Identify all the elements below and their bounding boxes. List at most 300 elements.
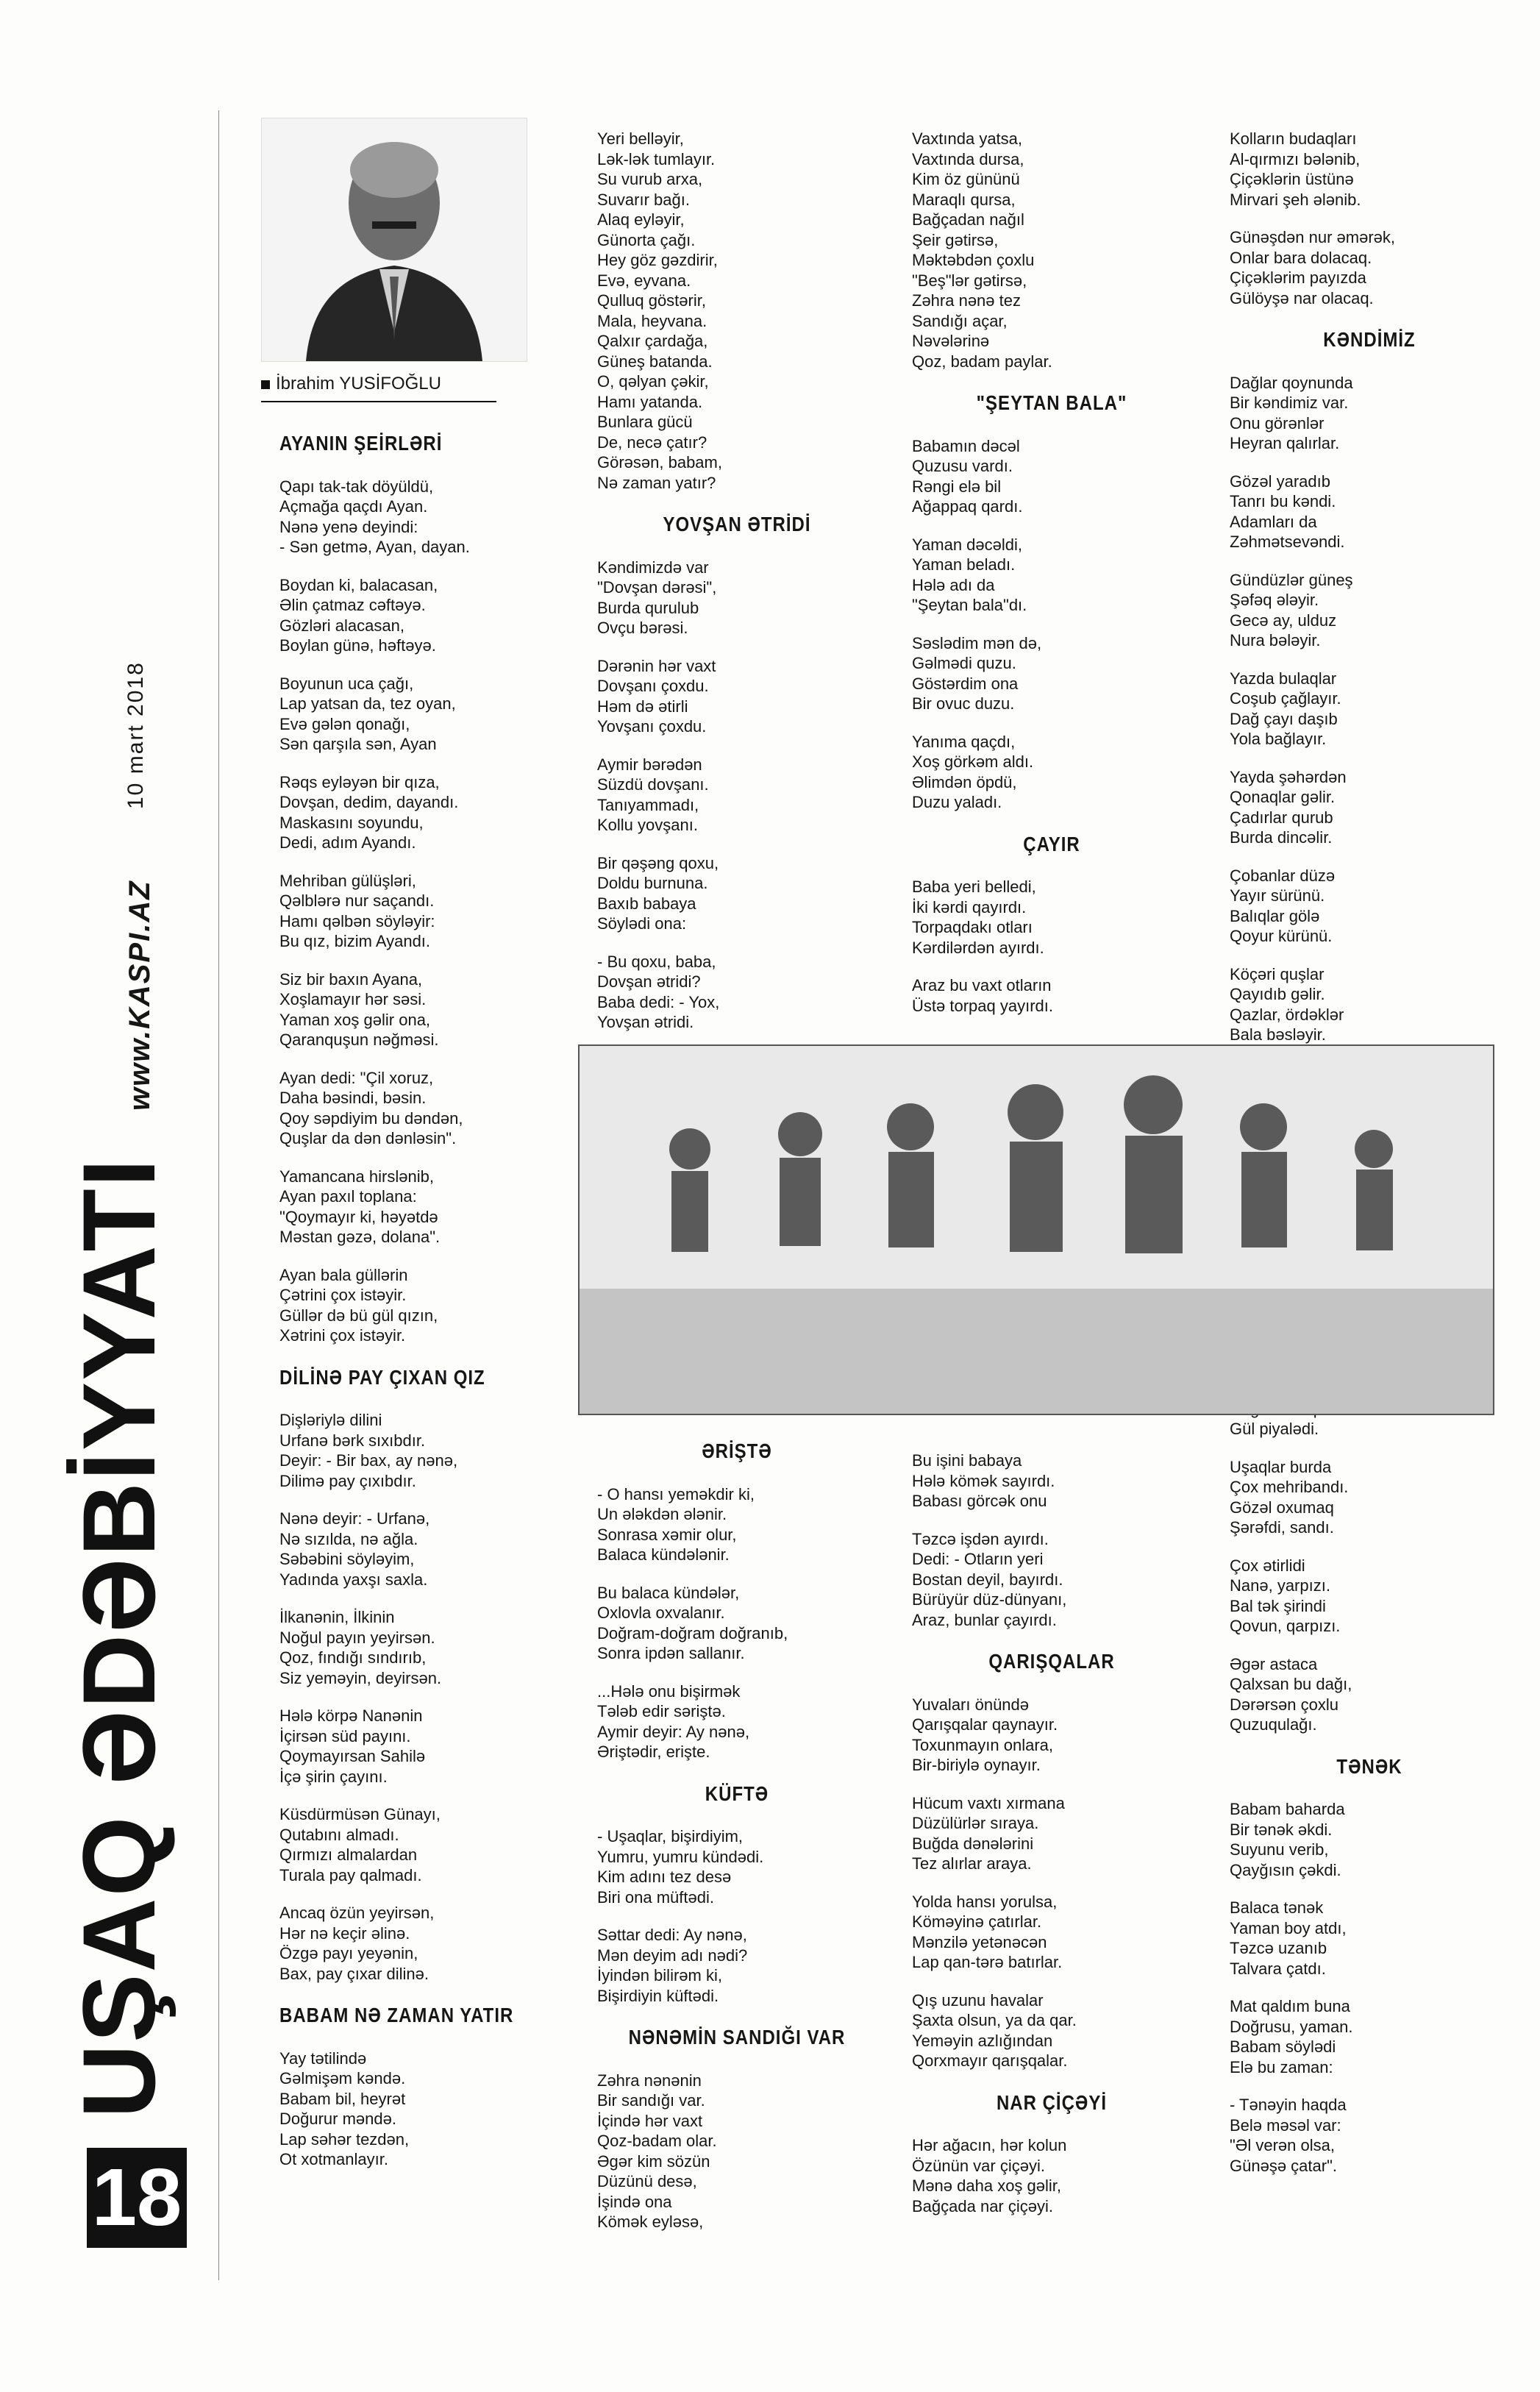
website-label: www.KASPI.AZ <box>124 880 156 1111</box>
verse-line: Gündüzlər güneş <box>1230 570 1353 589</box>
verse-line: Zəhmətsevəndi. <box>1230 533 1345 551</box>
verse-line: Babası görcək onu <box>912 1492 1047 1510</box>
poem-title: DİLİNƏ PAY ÇIXAN QIZ <box>279 1366 485 1389</box>
stanza <box>597 1583 877 1664</box>
verse-line: Nanə, yarpızı. <box>1230 1576 1330 1595</box>
verse-line: Biri ona müftədi. <box>597 1887 714 1907</box>
verse-line: Yaman dəcəldi, <box>912 535 1023 554</box>
verse-line: Doldu burnuna. <box>597 874 708 892</box>
stanza <box>279 1903 530 1984</box>
verse-line: Evə, eyvana. <box>597 271 691 290</box>
stanza <box>597 1484 877 1565</box>
verse-line: Hamı yatanda. <box>597 392 703 411</box>
verse-line: Baxıb babaya <box>597 894 696 913</box>
verse-line: Ayan paxıl toplana: <box>279 1187 417 1206</box>
verse-line: Bir tənək əkdi. <box>1230 1820 1333 1839</box>
verse-line: Yay tətilində <box>279 2048 367 2068</box>
stanza <box>597 1681 877 1762</box>
verse-line: Rəngi elə bil <box>912 477 1002 496</box>
verse-line: Balıqlar gölə <box>1230 906 1320 925</box>
verse-line: Hey göz gəzdirir, <box>597 251 718 269</box>
verse-line: Qonaqlar gəlir. <box>1230 788 1336 806</box>
verse-line: Daha bəsindi, bəsin. <box>279 1089 427 1107</box>
stanza <box>1230 1996 1509 2077</box>
verse-line: Hücum vaxtı xırmana <box>912 1793 1065 1812</box>
stanza <box>1230 373 1509 454</box>
verse-line: Əgər astaca <box>1230 1654 1318 1673</box>
stanza <box>279 1607 530 1688</box>
verse-line: Çox mehribandı. <box>1230 1478 1349 1496</box>
verse-line: Bala bəsləyir. <box>1230 1025 1326 1044</box>
stanza <box>1230 570 1509 651</box>
verse-line: Qaranquşun nəğməsi. <box>279 1031 439 1049</box>
verse-line: Bağçada nar çiçəyi. <box>912 2196 1053 2215</box>
verse-line: Mənzilə yetənəcən <box>912 1932 1047 1951</box>
verse-line: Qalxır çardağa, <box>597 332 708 350</box>
verse-line: Onu görənlər <box>1230 413 1325 433</box>
verse-line: Vaxtında dursa, <box>912 149 1024 168</box>
verse-line: Un ələkdən ələnir. <box>597 1505 727 1523</box>
verse-line: Baba yeri belledi, <box>912 878 1036 896</box>
verse-line: Vaxtında yatsa, <box>912 129 1023 148</box>
stanza <box>912 1529 1191 1631</box>
author-caption <box>261 374 496 394</box>
verse-line: Günorta çağı. <box>597 230 696 249</box>
stanza <box>279 969 530 1050</box>
verse-line: Qayğısın çəkdi. <box>1230 1860 1341 1879</box>
stanza <box>597 952 877 1033</box>
verse-line: Bu qız, bizim Ayandı. <box>279 932 431 950</box>
verse-line: Dişləriylə dilini <box>279 1411 382 1429</box>
verse-line: Ayan dedi: "Çil xoruz, <box>279 1068 434 1087</box>
stanza <box>1230 1898 1509 1979</box>
stanza <box>1230 1457 1509 1538</box>
verse-line: Çətrini çox istəyir. <box>279 1286 407 1304</box>
verse-line: Küsdürmüsən Günayı, <box>279 1805 441 1823</box>
verse-line: Toxunmayın onlara, <box>912 1735 1053 1754</box>
verse-line: Bax, pay çıxar dilinə. <box>279 1964 429 1983</box>
poem-title: NƏNƏMİN SANDIĞI VAR <box>628 2026 846 2049</box>
verse-line: Göstərdim ona <box>912 674 1019 693</box>
verse-line: Siz bir baxın Ayana, <box>279 969 423 989</box>
verse-line: Gəlmədi quzu. <box>912 654 1016 672</box>
verse-line: Mənə daha xoş gəlir, <box>912 2176 1062 2195</box>
verse-line: Suvarır bağı. <box>597 190 690 209</box>
verse-line: Əgər kim sözün <box>597 2151 710 2171</box>
verse-line: Quzuqulağı. <box>1230 1715 1317 1734</box>
verse-line: Yeri belləyir, <box>597 129 684 148</box>
verse-line: Kolların budaqları <box>1230 129 1357 148</box>
verse-line: Tanrı bu kəndi. <box>1230 492 1336 510</box>
verse-line: Kim adını tez desə <box>597 1868 732 1886</box>
verse-line: ...Hələ onu bişirmək <box>597 1681 741 1701</box>
verse-line: Söylədi ona: <box>597 914 687 933</box>
verse-line: Quzusu vardı. <box>912 457 1013 475</box>
verse-line: Uşaqlar burda <box>1230 1457 1332 1476</box>
verse-line: Araz, bunlar çayırdı. <box>912 1610 1057 1629</box>
verse-line: Noğul payın yeyirsən. <box>279 1628 435 1647</box>
verse-line: Güllər də bü gül qızın, <box>279 1306 438 1325</box>
stanza <box>912 2135 1191 2216</box>
verse-line: Bunlara gücü <box>597 413 693 431</box>
verse-line: Gecə ay, ulduz <box>1230 611 1337 630</box>
verse-line: Bostan deyil, bayırdı. <box>912 1570 1063 1589</box>
verse-line: Sandığı açar, <box>912 311 1008 330</box>
verse-line: Yaman xoş gəlir ona, <box>279 1010 431 1029</box>
verse-line: İçə şirin çayını. <box>279 1767 388 1786</box>
verse-line: Araz bu vaxt otların <box>912 976 1052 994</box>
verse-line: Qoy səpdiyim bu dəndən, <box>279 1108 463 1128</box>
verse-line: Çox ətirlidi <box>1230 1556 1305 1575</box>
verse-line: Dovşan ətridi? <box>597 972 701 991</box>
verse-line: Yuvaları önündə <box>912 1695 1030 1714</box>
verse-line: Qoz, fındığı sındırıb, <box>279 1648 427 1667</box>
verse-line: Gözəl yaradıb <box>1230 471 1330 491</box>
verse-line: Qarışqalar qaynayır. <box>912 1715 1058 1734</box>
verse-line: Mat qaldım buna <box>1230 1997 1350 2015</box>
stanza <box>1230 471 1509 552</box>
verse-line: Lap yatsan da, tez oyan, <box>279 694 456 713</box>
verse-line: Aymir deyir: Ay nənə, <box>597 1722 750 1741</box>
verse-line: Kim öz gününü <box>912 170 1020 188</box>
stanza <box>597 755 877 836</box>
verse-line: Ağappaq qardı. <box>912 497 1023 516</box>
verse-line: - Sən getmə, Ayan, dayan. <box>279 538 470 556</box>
verse-line: Qulluq göstərir, <box>597 291 706 310</box>
verse-line: Səttar dedi: Ay nənə, <box>597 1926 747 1944</box>
verse-line: Mala, heyvana. <box>597 311 707 330</box>
verse-line: Burda dincəlir. <box>1230 828 1333 847</box>
stanza <box>912 129 1191 371</box>
stanza <box>279 1509 530 1590</box>
verse-line: "Beş"lər gətirsə, <box>912 271 1027 290</box>
verse-line: Nura bələyir. <box>1230 631 1321 649</box>
stanza <box>1230 1654 1509 1735</box>
verse-line: Özgə payı yeyənin, <box>279 1944 418 1962</box>
verse-line: Gəlmişəm kəndə. <box>279 2069 406 2087</box>
verse-line: Mehriban gülüşləri, <box>279 871 416 890</box>
verse-line: Dovşan, dedim, dayandı. <box>279 793 459 811</box>
verse-line: Dağlar qoynunda <box>1230 373 1353 392</box>
verse-line: Kollu yovşanı. <box>597 816 698 834</box>
verse-line: Siz yeməyin, deyirsən. <box>279 1668 442 1687</box>
verse-line: Suyunu verib, <box>1230 1840 1329 1859</box>
stanza <box>279 1804 530 1885</box>
verse-line: Kəndimizdə var <box>597 558 709 577</box>
stanza <box>597 558 877 638</box>
stanza <box>1230 129 1509 210</box>
verse-line: Yayda şəhərdən <box>1230 767 1347 786</box>
verse-line: Gözəl oxumaq <box>1230 1498 1334 1517</box>
verse-line: Əlimdən öpdü, <box>912 772 1017 791</box>
stanza <box>279 575 530 656</box>
verse-line: Doğrusu, yaman. <box>1230 2017 1353 2036</box>
verse-line: Coşub çağlayır. <box>1230 689 1341 708</box>
verse-line: Çiçəklərim payızda <box>1230 268 1366 287</box>
verse-line: Yamancana hirslənib, <box>279 1167 434 1186</box>
verse-line: Yaman beladı. <box>912 555 1016 574</box>
poem-title: NAR ÇİÇƏYİ <box>996 2091 1108 2115</box>
verse-line: İlkanənin, İlkinin <box>279 1608 395 1626</box>
column-3 <box>912 129 1191 1033</box>
verse-line: Yadında yaxşı saxla. <box>279 1570 428 1589</box>
stanza <box>597 2071 877 2232</box>
stanza <box>279 2048 530 2170</box>
verse-line: Çadırlar qurub <box>1230 808 1333 827</box>
verse-line: Elə bu zaman: <box>1230 2057 1333 2076</box>
verse-line: Üstə torpaq yayırdı. <box>912 996 1053 1015</box>
stanza <box>1230 964 1509 1045</box>
stanza <box>279 1068 530 1149</box>
verse-line: Urfanə bərk sıxıbdır. <box>279 1431 426 1450</box>
verse-line: Yeməyin azlığından <box>912 2031 1053 2050</box>
date-label: 10 mart 2018 <box>124 661 148 809</box>
poem-title: YOVŞAN ƏTRİDİ <box>663 513 811 536</box>
verse-line: Oxlovla oxvalanır. <box>597 1603 725 1622</box>
verse-line: Bal tək şirindi <box>1230 1596 1326 1615</box>
verse-line: Hələ körpə Nanənin <box>279 1706 423 1725</box>
stanza <box>912 1695 1191 1776</box>
poem-title: TƏNƏK <box>1336 1755 1402 1779</box>
verse-line: Köçəri quşlar <box>1230 964 1325 983</box>
verse-line: Bir kəndimiz var. <box>1230 394 1349 412</box>
verse-line: Qoz, badam paylar. <box>912 352 1052 371</box>
verse-line: Yayır sürünü. <box>1230 886 1325 905</box>
verse-line: Süzdü dovşanı. <box>597 775 709 794</box>
verse-line: Xoşlamayır hər səsi. <box>279 990 427 1008</box>
verse-line: Qoz-badam olar. <box>597 2132 717 2150</box>
stanza <box>597 129 877 493</box>
verse-line: Əlin çatmaz cəftəyə. <box>279 596 426 614</box>
verse-line: Şeir gətirsə, <box>912 230 999 249</box>
verse-line: Evə gələn qonağı, <box>279 714 410 733</box>
poem-title: ƏRİŞTƏ <box>702 1439 772 1463</box>
verse-line: Əriştədir, erişte. <box>597 1743 710 1761</box>
verse-line: Bürüyür düz-dünyanı, <box>912 1590 1067 1609</box>
verse-line: Xoş görkəm aldı. <box>912 752 1034 771</box>
column-3-lower <box>912 1450 1191 2234</box>
verse-line: Hər nə keçir əlinə. <box>279 1923 410 1943</box>
verse-line: - Uşaqlar, bişirdiyim, <box>597 1827 744 1845</box>
verse-line: Bir sandığı var. <box>597 2091 705 2110</box>
stanza <box>912 436 1191 517</box>
verse-line: Qoyur kürünü. <box>1230 927 1333 945</box>
verse-line: Qapı tak-tak döyüldü, <box>279 477 434 496</box>
verse-line: Kömək eyləsə, <box>597 2213 704 2231</box>
verse-line: Nənə yenə deyindi: <box>279 517 418 536</box>
verse-line: Nə zaman yatır? <box>597 473 716 492</box>
verse-line: Maraqlı qursa, <box>912 190 1016 209</box>
stanza <box>279 772 530 853</box>
verse-line: Dərərsən çoxlu <box>1230 1695 1338 1714</box>
verse-line: Şəfəq ələyir. <box>1230 591 1319 609</box>
stanza <box>1230 866 1509 947</box>
verse-line: - O hansı yeməkdir ki, <box>597 1484 755 1503</box>
verse-line: Qorxmayır qarışqalar. <box>912 2051 1068 2070</box>
stanza <box>912 975 1191 1016</box>
verse-line: Dedi, adım Ayandı. <box>279 833 416 852</box>
verse-line: Gözləri alacasan, <box>279 616 404 635</box>
verse-line: Tanıyammadı, <box>597 795 699 814</box>
column-1 <box>279 412 530 2188</box>
poem-title: KƏNDİMİZ <box>1323 328 1416 352</box>
verse-line: "Şeytan bala"dı. <box>912 596 1027 614</box>
caption-rule <box>261 401 496 402</box>
verse-line: Zəhra nənənin <box>597 2071 702 2090</box>
verse-line: Düzünü desə, <box>597 2172 697 2190</box>
verse-line: - Tənəyin haqda <box>1230 2096 1347 2114</box>
poem-title: ÇAYIR <box>1023 833 1080 856</box>
verse-line: Bir-biriylə oynayır. <box>912 1756 1041 1774</box>
verse-line: Günəşdən nur əmərək, <box>1230 228 1396 246</box>
stanza <box>279 1265 530 1346</box>
verse-line: Turala pay qalmadı. <box>279 1865 422 1884</box>
verse-line: Torpaqdakı otları <box>912 918 1033 936</box>
author-photo <box>261 118 527 362</box>
verse-line: Bir qəşəng qoxu, <box>597 853 719 872</box>
page-number: 18 <box>87 2148 187 2248</box>
verse-line: Onlar bara dolacaq. <box>1230 248 1372 267</box>
stanza <box>912 633 1191 714</box>
verse-line: İçirsən süd payını. <box>279 1726 411 1745</box>
stanza <box>279 1410 530 1491</box>
verse-line: Nənə deyir: - Urfanə, <box>279 1509 430 1528</box>
verse-line: Balaca kündələnir. <box>597 1545 730 1564</box>
stanza <box>279 674 530 755</box>
verse-line: Xətrini çox istəyir. <box>279 1326 406 1345</box>
verse-line: Sonrasa xəmir olur, <box>597 1525 737 1544</box>
verse-line: Buğda dənələrini <box>912 1834 1034 1853</box>
verse-line: Boydan ki, balacasan, <box>279 575 438 594</box>
verse-line: Balaca tənək <box>1230 1898 1324 1917</box>
verse-line: Dağ çayı daşıb <box>1230 709 1338 728</box>
verse-line: Qutabını almadı. <box>279 1825 399 1844</box>
bullet-square <box>261 380 270 389</box>
verse-line: Su vurub arxa, <box>597 170 703 188</box>
verse-line: Mən deyim adı nədi? <box>597 1946 748 1965</box>
verse-line: Lap səhər tezdən, <box>279 2129 410 2149</box>
verse-line: Babam baharda <box>1230 1800 1345 1818</box>
stanza <box>279 477 530 558</box>
verse-line: Quşlar da dən dənləsin". <box>279 1129 457 1147</box>
column-divider <box>218 110 219 2280</box>
stanza <box>597 1826 877 1907</box>
verse-line: Lap qan-tərə batırlar. <box>912 1953 1063 1971</box>
verse-line: İçində hər vaxt <box>597 2111 703 2130</box>
verse-line: "Qoymayır ki, həyətdə <box>279 1207 438 1226</box>
verse-line: Doğurur məndə. <box>279 2110 396 2128</box>
verse-line: Qalxsan bu dağı, <box>1230 1675 1352 1693</box>
verse-line: Məstan gəzə, dolana". <box>279 1228 441 1246</box>
verse-line: Açmağa qaçdı Ayan. <box>279 497 428 516</box>
stanza <box>597 656 877 737</box>
verse-line: Babamın dəcəl <box>912 436 1020 455</box>
verse-line: Duzu yaladı. <box>912 793 1002 811</box>
verse-line: Qoymayırsan Sahilə <box>279 1747 426 1765</box>
verse-line: Gül piyalədi. <box>1230 1420 1319 1438</box>
verse-line: Heyran qalırlar. <box>1230 434 1340 452</box>
verse-line: Maskasını soyundu, <box>279 813 424 832</box>
column-2-lower <box>597 1420 877 2250</box>
verse-line: Lək-lək tumlayır. <box>597 149 716 168</box>
verse-line: Bu işini babaya <box>912 1451 1022 1470</box>
verse-line: Babam bil, heyrət <box>279 2089 406 2108</box>
stanza <box>279 1167 530 1247</box>
verse-line: Güneş batanda. <box>597 352 713 371</box>
verse-line: Qazlar, ördəklər <box>1230 1005 1344 1024</box>
verse-line: O, qəlyan çəkir, <box>597 372 709 391</box>
verse-line: Bağçadan nağıl <box>912 210 1024 229</box>
stanza <box>279 1706 530 1787</box>
verse-line: - Bu qoxu, baba, <box>597 952 716 971</box>
verse-line: "Əl verən olsa, <box>1230 2136 1335 2154</box>
verse-line: De, necə çatır? <box>597 433 707 452</box>
verse-line: Doğram-doğram doğranıb, <box>597 1623 788 1642</box>
verse-line: Burda qurulub <box>597 598 699 617</box>
poem-title: KÜFTƏ <box>705 1782 769 1806</box>
verse-line: Bişirdiyin küftədi. <box>597 1986 719 2005</box>
verse-line: İyindən bilirəm ki, <box>597 1966 722 1985</box>
verse-line: Babam söylədi <box>1230 2037 1336 2056</box>
verse-line: Qayıdıb gəlir. <box>1230 985 1325 1003</box>
verse-line: Dovşanı çoxdu. <box>597 677 709 695</box>
verse-line: Təzcə işdən ayırdı. <box>912 1529 1049 1548</box>
verse-line: İşində ona <box>597 2192 672 2211</box>
verse-line: Bir ovuc duzu. <box>912 694 1015 713</box>
verse-line: Səslədim mən də, <box>912 633 1042 652</box>
verse-line: Şaxta olsun, ya da qar. <box>912 2011 1077 2029</box>
verse-line: Çiçəklərin üstünə <box>1230 170 1354 188</box>
stanza <box>912 1793 1191 1874</box>
poem-title: QARIŞQALAR <box>988 1650 1115 1673</box>
verse-line: Səbəbini söyləyim, <box>279 1550 415 1568</box>
verse-line: Təzcə uzanıb <box>1230 1939 1327 1957</box>
verse-line: Hələ adı da <box>912 575 995 594</box>
verse-line: Qəlblərə nur saçandı. <box>279 891 435 910</box>
verse-line: Zəhra nənə tez <box>912 291 1021 310</box>
stanza <box>1230 767 1509 848</box>
stanza <box>279 871 530 952</box>
verse-line: Boyunun uca çağı, <box>279 674 414 693</box>
verse-line: Dilimə pay çıxıbdır. <box>279 1471 416 1490</box>
verse-line: Düzülürlər sıraya. <box>912 1814 1039 1832</box>
verse-line: Köməyinə çatırlar. <box>912 1912 1042 1931</box>
verse-line: Yola bağlayır. <box>1230 730 1327 748</box>
verse-line: Ot xotmanlayır. <box>279 2150 388 2168</box>
author-name: İbrahim YUSİFOĞLU <box>276 374 441 394</box>
section-title: UŞAQ ƏDƏBİYYATI <box>61 1157 177 2118</box>
verse-line: Aymir bərədən <box>597 755 702 774</box>
verse-line: Şərəfdi, sandı. <box>1230 1518 1334 1537</box>
poem-title: BABAM NƏ ZAMAN YATIR <box>279 2004 514 2027</box>
stanza <box>597 853 877 934</box>
verse-line: Dərənin hər vaxt <box>597 656 716 675</box>
verse-line: Hələ kömək sayırdı. <box>912 1471 1055 1490</box>
verse-line: Yaman boy atdı, <box>1230 1918 1347 1937</box>
stanza <box>597 1925 877 2006</box>
verse-line: Günəşə çatar". <box>1230 2156 1337 2175</box>
verse-line: Nə sızılda, nə ağla. <box>279 1529 418 1548</box>
verse-line: Belə məsəl var: <box>1230 2115 1341 2135</box>
poem-title: "ŞEYTAN BALA" <box>976 391 1127 415</box>
verse-line: Məktəbdən çoxlu <box>912 251 1035 269</box>
verse-line: Al-qırmızı bələnib, <box>1230 149 1361 168</box>
verse-line: Qırmızı almalardan <box>279 1845 418 1864</box>
verse-line: Kərdilərdən ayırdı. <box>912 938 1044 957</box>
stanza <box>912 877 1191 958</box>
verse-line: "Dovşan dərəsi", <box>597 578 717 597</box>
verse-line: Çobanlar düzə <box>1230 866 1336 885</box>
